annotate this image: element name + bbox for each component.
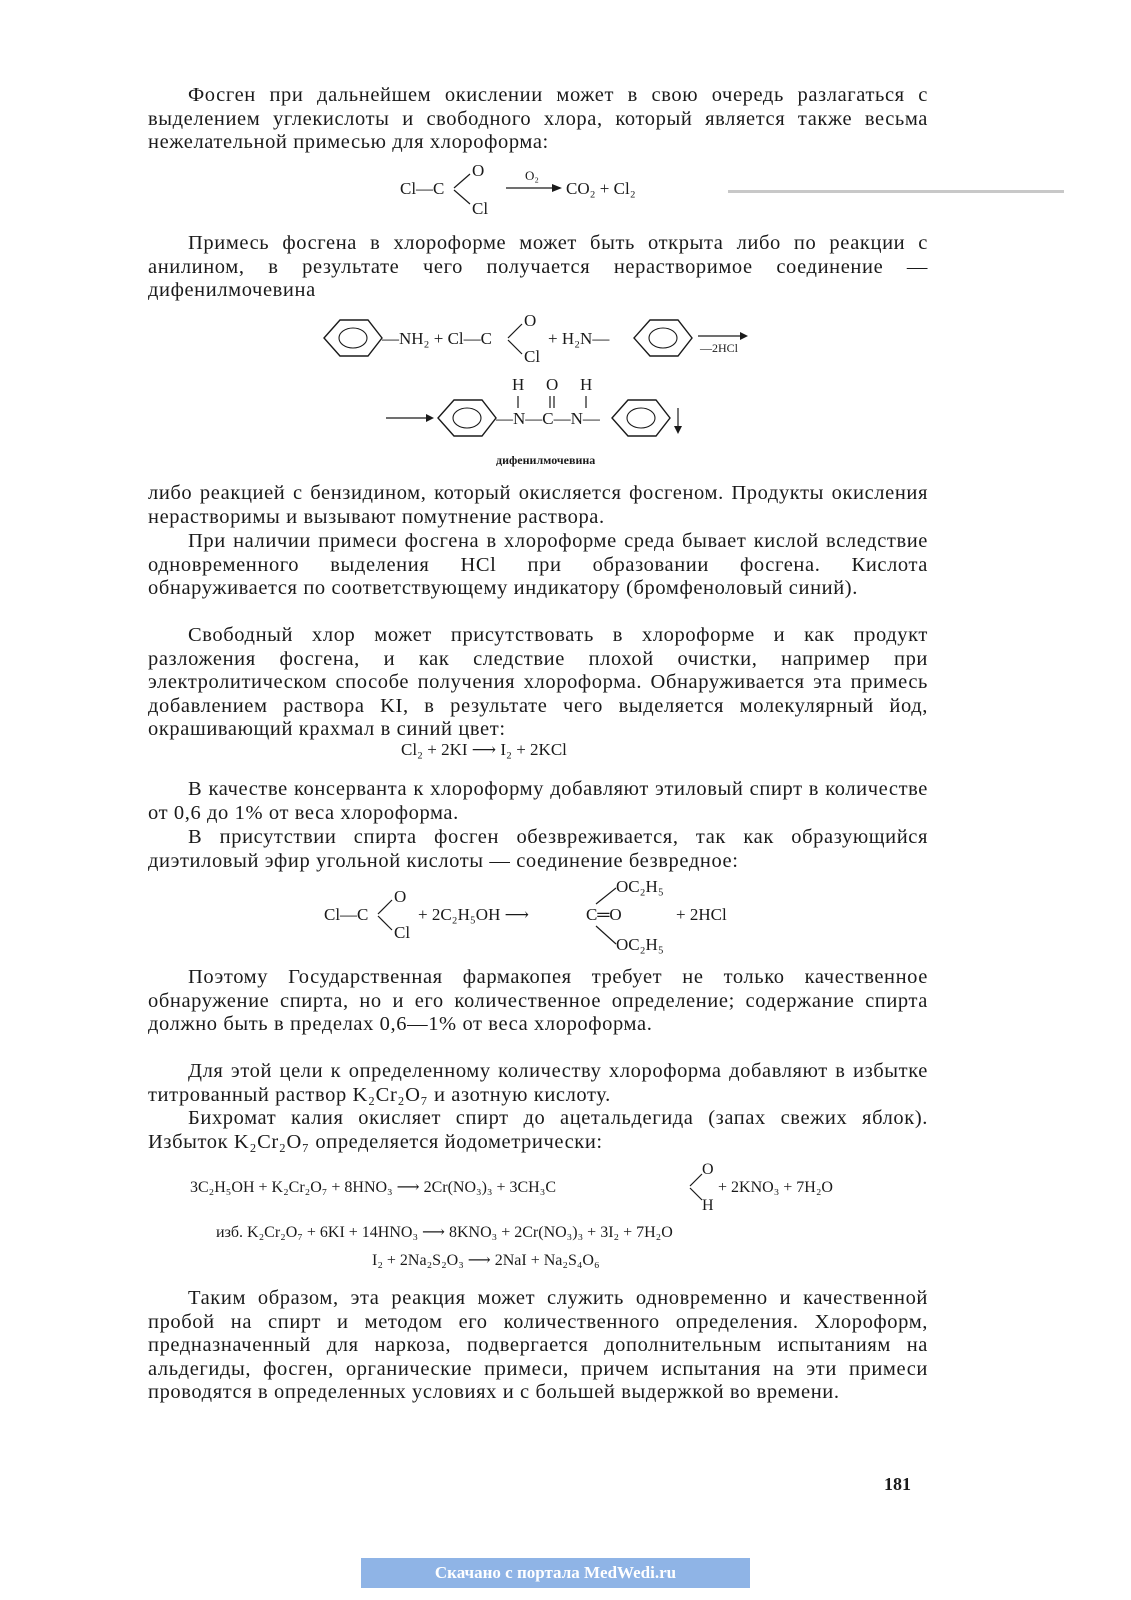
formula-text: CO₂ + Cl₂ [566,179,636,198]
page-number: 181 [884,1474,911,1494]
formula-text: O [524,311,537,330]
formula-text: + 2KNO₃ + 7H₂O [718,1179,833,1196]
paragraph-2 [148,232,928,303]
dichromate-iodide-formula: изб. K₂Cr₂O₇ + 6KI + 14HNO₃ ⟶ 8KNO₃ + 2Cr(NO₃)₃ + 3I₂ + 7H₂O [216,1224,673,1241]
paragraph-text: Поэтому Государственная фармакопея требует не только качественное обнаружение спирта, но и его количественное определение; содержание спирта должно быть в пределах 0,6—1% от веса хлороформа. [148,966,928,1035]
formula-text: 3C₂H₅OH + K₂Cr₂O₇ + 8HNO₃ ⟶ 2Cr(NO₃)₃ + 3CH₃C [190,1179,556,1196]
formula-text: OC₂H₅ [616,935,664,954]
paragraph-text: Свободный хлор может присутствовать в хлороформе и как продукт разложения фосгена, и как следствие плохой очистки, например при электролитическом способе получения хлороформа. Обнаруживается эта примесь добавлением раствора KI, в результате чего выделяется молекулярный йод, окрашивающий крахмал в синий цвет: [148,624,928,740]
scan-rule [728,190,1064,193]
formula-text: O [546,375,559,394]
formula-text: —N—C—N— [496,409,600,428]
diphenylurea-formula [316,306,756,474]
paragraph-text: Таким образом, эта реакция может служить одновременно и качественной пробой на спирт и методом его количественного определения. Хлороформ, предназначенный для наркоза, подвергается дополнительным испытаниям на альдегиды, фосген, органические примеси, причем испытания на эти примеси проводятся в определенных условиях и с большей выдержкой во времени. [148,1287,928,1403]
formula-text: Cl—C [324,905,369,924]
formula-text: Cl—C [400,179,445,198]
ethanol-oxidation-formula [190,1156,890,1216]
download-banner[interactable]: Скачано с портала MedWedi.ru [361,1558,750,1588]
paragraph-text: Для этой цели к определенному количеству хлороформа добавляют в избытке титрованный раствор K₂Cr₂O₇ и азотную кислоту. [148,1060,928,1106]
formula-text: OC₂H₅ [616,877,664,896]
paragraph-8 [148,966,928,1037]
paragraph-text: Бихромат калия окисляет спирт до ацетальдегида (запах свежих яблок). Избыток K₂Cr₂O₇ определяется йодометрически: [148,1107,928,1153]
formula-text: Cl [524,347,541,366]
paragraph-7 [148,826,928,873]
thiosulfate-formula: I₂ + 2Na₂S₂O₃ ⟶ 2NaI + Na₂S₄O₆ [372,1252,600,1269]
formula-text: + 2C₂H₅OH ⟶ [418,905,529,924]
formula-text: + 2HCl [676,905,727,924]
phosgene-decomposition-formula [400,160,680,220]
paragraph-text: При наличии примеси фосгена в хлороформе среда бывает кислой вследствие одновременного выделения HCl при образовании фосгена. Кислота обнаруживается по соответствующему индикатору (бромфеноловый синий). [148,530,928,599]
chlorine-iodide-formula: Cl₂ + 2KI ⟶ I₂ + 2KCl [401,740,567,759]
formula-text: O [394,887,407,906]
paragraph-5 [148,624,928,742]
formula-text: Cl [472,199,489,218]
formula-text: —NH₂ + Cl—C [382,329,492,348]
formula-text: O [702,1161,714,1178]
paragraph-text: В качестве консерванта к хлороформу добавляют этиловый спирт в количестве от 0,6 до 1% от веса хлороформа. [148,778,928,824]
formula-text: C═O [586,905,622,924]
formula-caption: дифенилмочевина [496,453,596,467]
formula-text: H [702,1197,714,1214]
formula-text: Cl [394,923,411,942]
formula-text: H [580,375,593,394]
formula-text: O [472,161,485,180]
paragraph-4 [148,530,928,601]
formula-text: H [512,375,525,394]
paragraph-text: либо реакцией с бензидином, который окисляется фосгеном. Продукты окисления нерастворимы и вызывают помутнение раствора. [148,482,928,528]
paragraph-text: В присутствии спирта фосген обезвреживается, так как образующийся диэтиловый эфир угольной кислоты — соединение безвредное: [148,826,928,872]
formula-text: O₂ [525,168,539,183]
paragraph-3 [148,482,928,529]
paragraph-6 [148,778,928,825]
paragraph-1 [148,84,928,155]
diethyl-carbonate-formula [324,876,764,956]
formula-text: + H₂N— [548,329,610,348]
formula-text: —2HCl [700,341,739,355]
paragraph-9 [148,1060,928,1107]
paragraph-10 [148,1107,928,1154]
paragraph-text: Примесь фосгена в хлороформе может быть открыта либо по реакции с анилином, в результате чего получается нерастворимое соединение — дифенилмочевина [148,232,928,301]
paragraph-11 [148,1287,928,1405]
paragraph-text: Фосген при дальнейшем окислении может в свою очередь разлагаться с выделением углекислоты и свободного хлора, который является также весьма нежелательной примесью для хлороформа: [148,84,928,153]
